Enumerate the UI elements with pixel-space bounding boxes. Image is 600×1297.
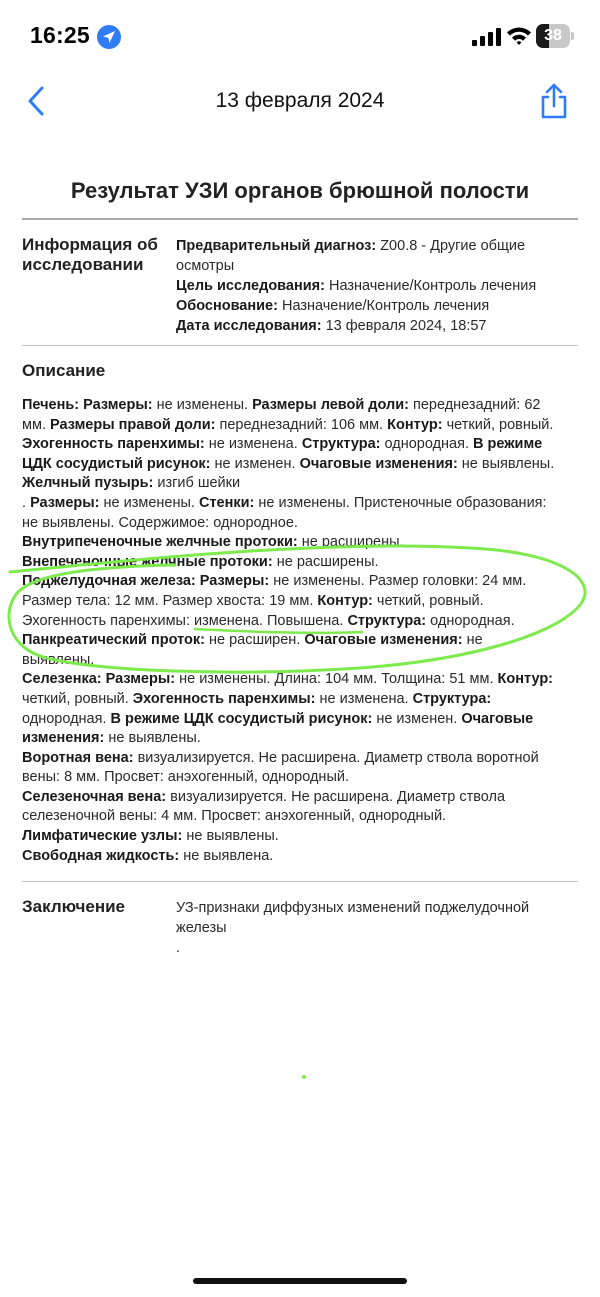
reason-key: Обоснование: (176, 298, 278, 314)
reason-value: Назначение/Контроль лечения (281, 298, 490, 314)
description-line (22, 690, 582, 710)
status-time: 16:25 (30, 22, 90, 48)
description-key: Контур: (497, 671, 554, 688)
conclusion-line: . (176, 940, 181, 956)
description-value: не изменена. (208, 436, 302, 453)
description-key: Стенки: (198, 494, 259, 511)
description-value: не изменены. Размер головки: 24 мм. (273, 573, 527, 590)
wifi-icon (506, 25, 532, 47)
description-value: не изменены. (103, 494, 199, 511)
description-line (22, 847, 582, 867)
home-indicator (193, 1278, 407, 1284)
cell-signal-icon (472, 28, 502, 46)
description-key: Очаговые (461, 710, 534, 727)
description-label: Описание (22, 361, 106, 380)
description-key: Очаговые изменения: (304, 632, 467, 649)
goal-key: Цель исследования: (176, 278, 325, 294)
goal-value: Назначение/Контроль лечения (328, 278, 537, 294)
info-section-label (22, 235, 158, 275)
info-details (176, 236, 566, 336)
description-value: не изменена. (319, 690, 413, 707)
description-line (22, 788, 582, 808)
description-key: Поджелудочная железа: (22, 573, 200, 590)
description-value: не расширены. (301, 534, 404, 551)
description-value: четкий, ровный. (446, 416, 554, 433)
location-arrow-icon (96, 24, 122, 50)
description-key: Желчный пузырь: (22, 475, 158, 492)
description-value: визуализируется. Не расширена. Диаметр ствола (170, 788, 506, 805)
date-key: Дата исследования: (176, 318, 322, 334)
description-value: не расширены. (276, 553, 379, 570)
section-divider (22, 345, 578, 346)
description-key: Печень: (22, 397, 84, 413)
description-key: В режиме (473, 436, 543, 453)
description-line (22, 710, 582, 730)
description-key: Контур: (387, 416, 447, 433)
description-key: Размеры: (30, 494, 104, 511)
description-value: переднезадний: 62 (412, 397, 541, 413)
description-key: Воротная вена: (22, 749, 138, 766)
description-key: Структура: (347, 612, 431, 629)
diagnosis-value-cont: осмотры (176, 258, 235, 274)
info-label-line: исследовании (22, 255, 144, 274)
description-value: однородная. (430, 612, 515, 629)
description-key: Размеры: (83, 397, 157, 413)
diagnosis-value: Z00.8 - Другие общие (380, 238, 526, 254)
description-key: В режиме ЦДК сосудистый рисунок: (110, 710, 377, 727)
description-value: переднезадний: 106 мм. (219, 416, 388, 433)
nav-title: 13 февраля 2024 (215, 89, 385, 112)
description-line (22, 435, 582, 455)
description-line (22, 533, 582, 553)
description-key: Панкреатический проток: (22, 632, 209, 649)
description-text (22, 396, 582, 866)
description-line (22, 651, 582, 671)
info-label-line: Информация об (22, 235, 158, 254)
section-divider (22, 881, 578, 882)
document-title: Результат УЗИ органов брюшной полости (70, 178, 530, 203)
description-line (22, 670, 582, 690)
description-value: однородная. (22, 710, 111, 727)
description-line (22, 553, 582, 573)
description-value: четкий, ровный. (22, 690, 133, 707)
title-divider (22, 218, 578, 220)
description-value: мм. (22, 416, 50, 433)
description-key: Контур: (317, 592, 377, 609)
description-value: не изменен. (376, 710, 462, 727)
description-value: не выявлены. (461, 455, 555, 472)
battery-icon (536, 24, 574, 48)
description-key: Размеры: (199, 573, 274, 590)
description-key: Структура: (412, 690, 492, 707)
description-line (22, 494, 582, 514)
description-line (22, 749, 582, 769)
description-line (22, 474, 582, 494)
description-value: не выявлены. (108, 730, 201, 747)
description-key: Внутрипеченочные желчные протоки: (22, 534, 302, 551)
description-key: Размеры левой доли: (252, 397, 413, 413)
description-line (22, 572, 582, 592)
description-value: вены: 8 мм. Просвет: анэхогенный, однородный. (22, 769, 349, 786)
diagnosis-key: Предварительный диагноз: (176, 238, 377, 254)
description-key: Свободная жидкость: (22, 847, 184, 864)
description-key: Селезенка: (22, 671, 106, 688)
description-line (22, 612, 582, 632)
description-value: не изменены. Длина: 104 мм. Толщина: 51 мм. (179, 671, 498, 688)
description-line (22, 729, 582, 749)
description-value: четкий, ровный. (376, 592, 484, 609)
description-line (22, 631, 582, 651)
conclusion-text (176, 898, 566, 958)
description-line (22, 455, 582, 475)
description-value: селезеночной вены: 4 мм. Просвет: анэхогенный, однородный. (22, 808, 447, 825)
description-value: Размер тела: 12 мм. Размер хвоста: 19 мм. (22, 592, 318, 609)
description-value: визуализируется. Не расширена. Диаметр ствола воротной (137, 749, 539, 766)
description-value: . (22, 494, 31, 511)
description-value: выявлены. (22, 651, 95, 668)
description-key: ЦДК сосудистый рисунок: (22, 455, 215, 472)
description-line (22, 807, 582, 827)
description-key: Лимфатические узлы: (22, 828, 187, 845)
description-value: не (466, 632, 483, 649)
share-icon[interactable] (538, 82, 570, 120)
description-value: не выявлена. (183, 847, 274, 864)
description-line (22, 827, 582, 847)
battery-percentage: 38 (544, 27, 562, 44)
conclusion-label: Заключение (22, 897, 125, 916)
description-key: изменения: (22, 730, 109, 747)
description-line (22, 592, 582, 612)
description-value: не выявлены. Содержимое: однородное. (22, 514, 298, 531)
description-key: Структура: (301, 436, 385, 453)
description-key: Размеры: (105, 671, 180, 688)
description-key: Очаговые изменения: (299, 455, 462, 472)
description-line (22, 416, 582, 436)
description-value: изгиб шейки (157, 475, 241, 492)
description-key: Размеры правой доли: (50, 416, 220, 433)
description-value: Эхогенность паренхимы: изменена. Повышена. (22, 612, 348, 629)
conclusion-line: УЗ-признаки диффузных изменений поджелудочной (176, 900, 530, 916)
description-key: Внепеченочные желчные протоки: (22, 553, 277, 570)
description-value: не изменен. (214, 455, 300, 472)
description-value: не изменены. Пристеночные образования: (258, 494, 547, 511)
description-key: Селезеночная вена: (22, 788, 171, 805)
description-line (22, 396, 582, 416)
description-value: не изменены. (156, 397, 253, 413)
description-value: не расширен. (208, 632, 305, 649)
description-line (22, 514, 582, 534)
description-value: не выявлены. (186, 828, 279, 845)
highlight-dot (302, 1075, 306, 1079)
description-key: Эхогенность паренхимы: (22, 436, 209, 453)
date-value: 13 февраля 2024, 18:57 (325, 318, 487, 334)
description-key: Эхогенность паренхимы: (132, 690, 320, 707)
conclusion-line: железы (176, 920, 227, 936)
description-value: однородная. (384, 436, 474, 453)
description-line (22, 768, 582, 788)
